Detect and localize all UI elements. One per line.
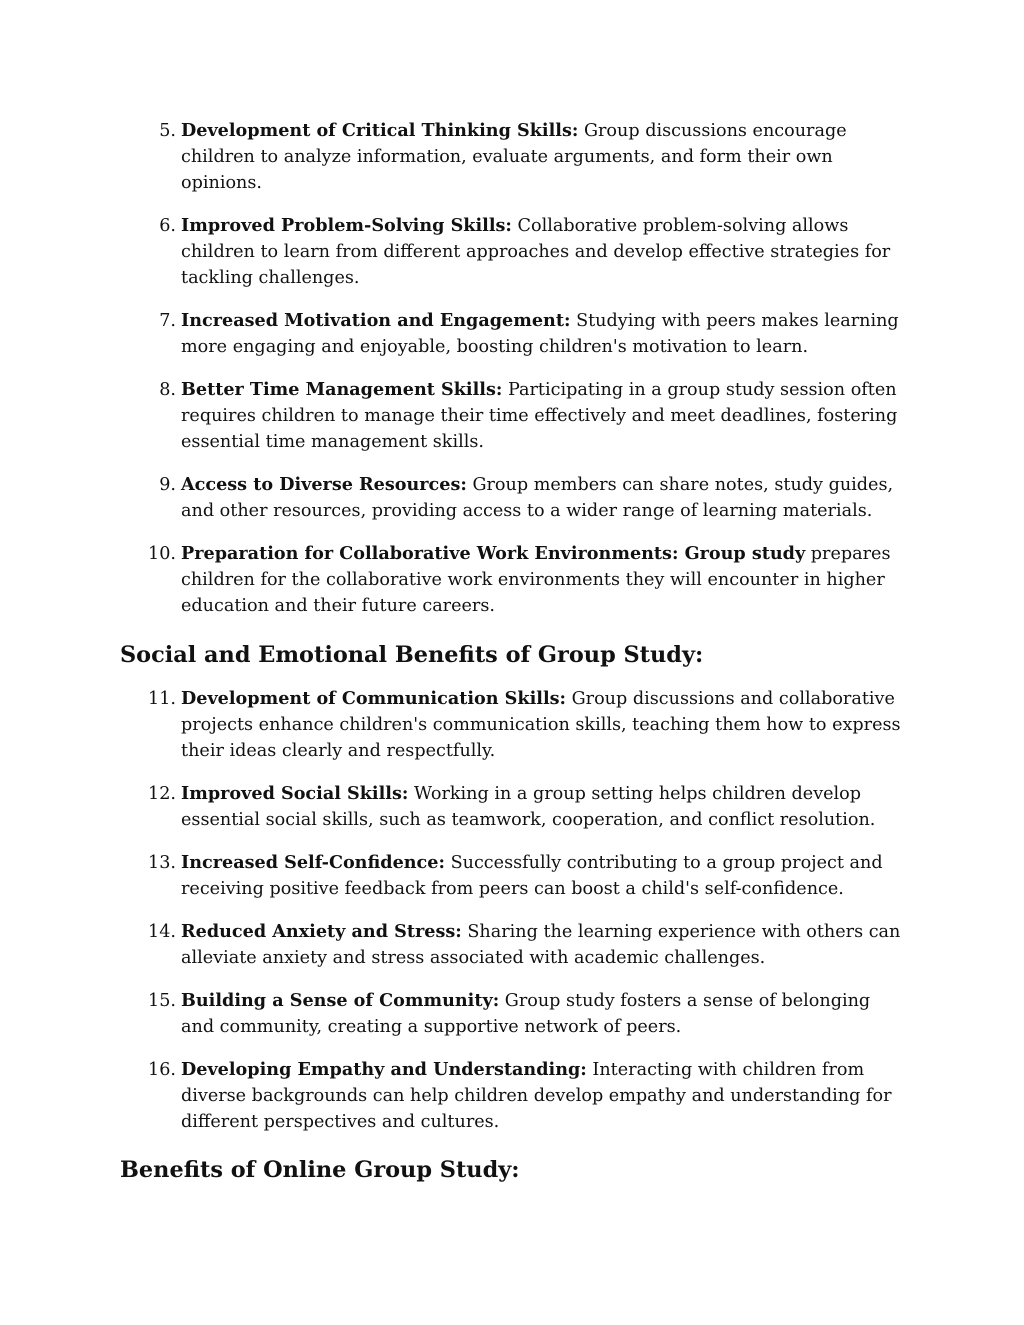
- item-text: Working in a group setting helps children develop essential social skills, such as teamwork, cooperation, and conflict resolution.: [181, 784, 876, 830]
- item-number: 14.: [148, 922, 176, 942]
- list-item: [0, 781, 1024, 833]
- list-item: [0, 472, 1024, 524]
- item-term: Improved Social Skills:: [181, 783, 409, 804]
- item-term: Developing Empathy and Understanding:: [181, 1059, 587, 1080]
- benefits-list-social: [0, 686, 1024, 1152]
- item-text: Sharing the learning experience with others can alleviate anxiety and stress associated with academic challenges.: [181, 922, 901, 968]
- item-text: Studying with peers makes learning more engaging and enjoyable, boosting children's motivation to learn.: [181, 311, 899, 357]
- item-text: Group study fosters a sense of belonging and community, creating a supportive network of peers.: [181, 991, 871, 1037]
- list-item: [0, 118, 1024, 196]
- item-number: 13.: [148, 853, 176, 873]
- item-term: Improved Problem-Solving Skills:: [181, 215, 512, 236]
- item-term: Development of Communication Skills:: [181, 688, 567, 709]
- item-text: prepares children for the collaborative work environments they will encounter in higher education and their future careers.: [181, 544, 891, 616]
- item-term: Increased Self-Confidence:: [181, 852, 445, 873]
- list-item: [0, 541, 1024, 619]
- item-term: Development of Critical Thinking Skills:: [181, 120, 579, 141]
- item-number: 11.: [148, 689, 176, 709]
- item-text: Group discussions and collaborative projects enhance children's communication skills, teaching them how to express their ideas clearly and respectfully.: [181, 689, 901, 761]
- item-number: 8.: [159, 380, 176, 400]
- list-item: [0, 919, 1024, 971]
- item-term: Reduced Anxiety and Stress:: [181, 921, 462, 942]
- list-item: [0, 1057, 1024, 1135]
- item-term: Increased Motivation and Engagement:: [181, 310, 571, 331]
- section-heading-online: Benefits of Online Group Study:: [120, 1157, 520, 1183]
- item-number: 10.: [148, 544, 176, 564]
- list-item: [0, 213, 1024, 291]
- list-item: [0, 308, 1024, 360]
- list-item: [0, 988, 1024, 1040]
- item-text: Interacting with children from diverse backgrounds can help children develop empathy and understanding for different perspectives and cultures.: [181, 1060, 892, 1132]
- item-term: Preparation for Collaborative Work Environments: Group study: [181, 543, 806, 564]
- item-term: Better Time Management Skills:: [181, 379, 503, 400]
- item-text: Successfully contributing to a group project and receiving positive feedback from peers can boost a child's self-confidence.: [181, 853, 883, 899]
- item-number: 6.: [159, 216, 176, 236]
- list-item: [0, 686, 1024, 764]
- item-text: Participating in a group study session often requires children to manage their time effectively and meet deadlines, fostering essential time management skills.: [181, 380, 898, 452]
- item-text: Group discussions encourage children to analyze information, evaluate arguments, and form their own opinions.: [181, 121, 847, 193]
- list-item: [0, 377, 1024, 455]
- item-number: 5.: [159, 121, 176, 141]
- item-number: 7.: [159, 311, 176, 331]
- section-heading-social: Social and Emotional Benefits of Group Study:: [120, 642, 704, 668]
- list-item: [0, 850, 1024, 902]
- item-text: Collaborative problem-solving allows children to learn from different approaches and develop effective strategies for tackling challenges.: [181, 216, 891, 288]
- benefits-list-academic: [0, 118, 1024, 636]
- item-term: Building a Sense of Community:: [181, 990, 500, 1011]
- item-term: Access to Diverse Resources:: [181, 474, 467, 495]
- item-number: 12.: [148, 784, 176, 804]
- item-number: 16.: [148, 1060, 176, 1080]
- item-text: Group members can share notes, study guides, and other resources, providing access to a wider range of learning materials.: [181, 475, 894, 521]
- item-number: 9.: [159, 475, 176, 495]
- item-number: 15.: [148, 991, 176, 1011]
